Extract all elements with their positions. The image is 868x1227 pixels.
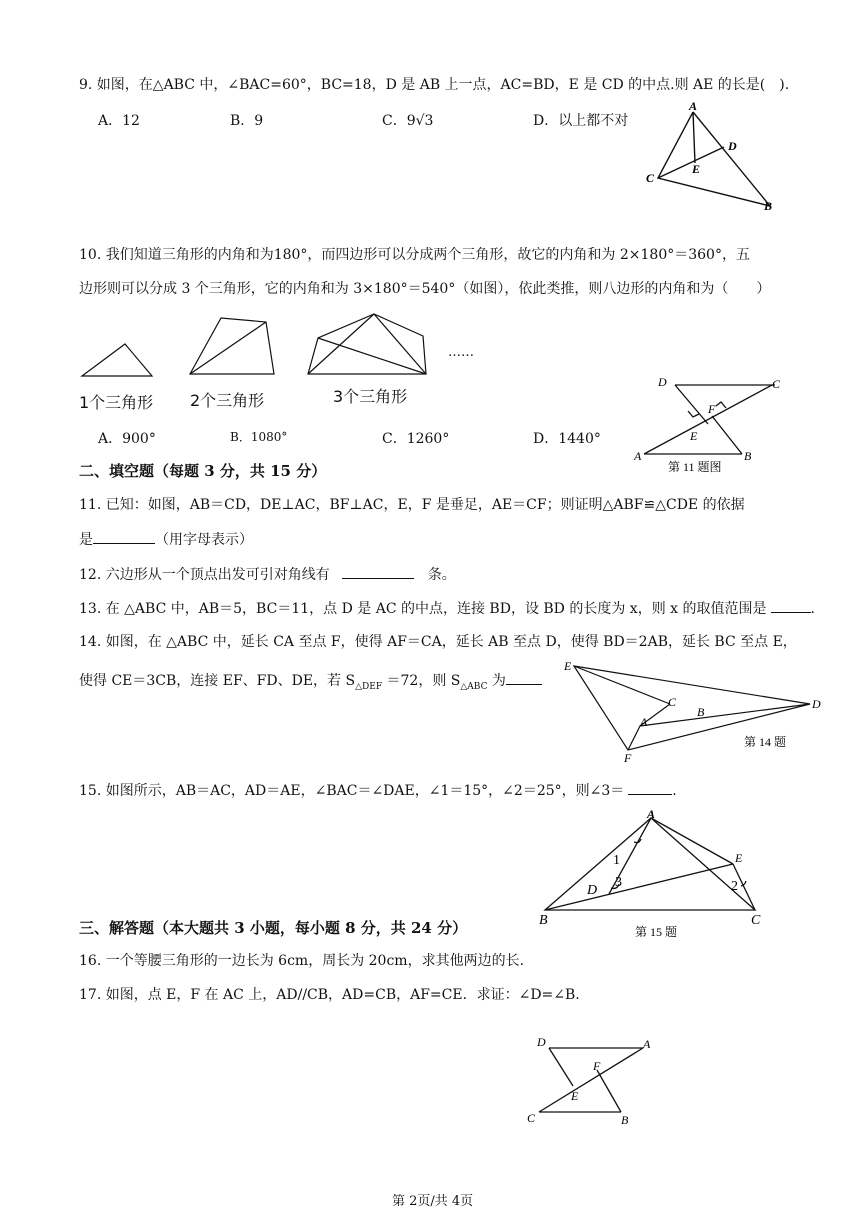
q14-label-b: B [697,705,705,719]
q17-label-b: B [621,1113,629,1127]
q15-figure [535,806,785,942]
section2-heading: 二、填空题（每题 3 分，共 15 分） [79,462,327,480]
q9-text: 9. 如图，在△ABC 中，∠BAC=60°，BC=18，D 是 AB 上一点，AC=BD，E 是 CD 的中点.则 AE 的长是( ). [79,77,790,93]
q10-caption-1: 1个三角形 [79,393,154,412]
q9-option-d: D．以上都不对 [533,113,629,129]
q11-label-a: A [634,449,642,463]
q14-line2 [79,670,542,697]
q17-label-a: A [643,1037,651,1051]
q11-figure-caption: 第 11 题图 [668,460,722,474]
q11-label-c: C [772,377,781,391]
q13-end: . [810,601,815,617]
q17-text: 17. 如图，点 E，F 在 AC 上，AD//CB，AD=CB，AF=CE．求证：∠D=∠B. [79,987,580,1003]
q13-line [79,598,815,619]
section3-heading: 三、解答题（本大题共 3 小题，每小题 8 分，共 24 分） [79,919,468,937]
q14-figure-caption: 第 14 题 [744,735,787,749]
q9-label-b: B [764,199,773,213]
q11-figure [630,370,790,476]
q12-line [79,564,456,585]
q15-text: 15. 如图所示，AB＝AC，AD＝AE，∠BAC＝∠DAE，∠1＝15°，∠2＝25°，则∠3＝ [79,783,625,799]
q14-label-c: C [668,695,677,709]
q10-option-c: C．1260° [382,431,450,447]
q17-label-c: C [527,1111,536,1125]
q11-answer-blank[interactable] [93,529,155,544]
q15-line [79,780,677,801]
q10-caption-2: 2个三角形 [190,391,265,410]
q14-sub-def: △DEF [355,681,383,692]
q14-sub-abc: △ABC [460,681,488,692]
q11-line2-end: （用字母表示） [155,532,253,548]
q17-label-e: E [571,1089,579,1103]
q14-line1: 14. 如图，在 △ABC 中，延长 CA 至点 F，使得 AF＝CA，延长 AB 至点 D，使得 BD＝2AB，延长 BC 至点 E， [79,634,797,650]
q11-line2 [79,529,253,550]
q14-figure [560,656,830,766]
q9-option-c: C．9√3 [382,113,434,129]
q11-label-b: B [744,449,752,463]
q9-option-a: A．12 [98,113,140,129]
q15-figure-caption: 第 15 题 [635,925,678,939]
q16-text: 16. 一个等腰三角形的一边长为 6cm，周长为 20cm，求其他两边的长. [79,953,525,969]
q15-answer-blank[interactable] [628,780,672,795]
q11-line1: 11. 已知：如图，AB＝CD，DE⊥AC，BF⊥AC，E，F 是垂足，AE＝CF；则证明△ABF≌△CDE 的依据 [79,497,745,513]
q15-label-e: E [735,851,743,865]
q9-label-a: A [689,100,698,113]
q11-label-e: E [690,429,698,443]
q10-option-a: A．900° [98,431,156,447]
q15-label-3: 3 [615,875,622,890]
q10-option-d: D．1440° [533,431,601,447]
q9-label-e: E [692,162,701,176]
q11-line2-start: 是 [79,532,93,548]
q15-label-b: B [539,913,548,928]
q9-label-c: C [646,171,655,185]
q14-label-d: D [812,697,821,711]
q12-text: 12. 六边形从一个顶点出发可引对角线有 [79,567,330,583]
q14-label-a: A [640,715,648,729]
q9-triangle-figure [640,100,790,218]
q9-option-b: B．9 [230,113,264,129]
q12-answer-blank[interactable] [342,564,414,579]
q9-label-d: D [728,139,737,153]
q10-polygon-figures [78,310,498,380]
q11-label-f: F [708,402,716,416]
q15-end: . [672,783,677,799]
q11-label-d: D [658,375,667,389]
q14-label-f: F [624,751,632,765]
q13-text: 13. 在 △ABC 中，AB＝5，BC＝11，点 D 是 AC 的中点，连接 BD，设 BD 的长度为 x，则 x 的取值范围是 [79,601,767,617]
q13-answer-blank[interactable] [771,598,811,613]
q10-caption-3: 3个三角形 [333,387,408,406]
q14-text-a: 使得 CE＝3CB，连接 EF、FD、DE，若 S [79,673,356,689]
q15-label-d: D [587,883,598,898]
q14-text-c: 为 [487,673,506,689]
q15-label-c: C [751,913,761,928]
q10-line2: 边形则可以分成 3 个三角形，它的内角和为 3×180°＝540°（如图），依此类推，则八边形的内角和为（ ） [79,281,771,297]
q14-label-e: E [564,659,572,673]
q15-label-a: A [647,807,656,821]
q12-end: 条。 [427,567,456,583]
q10-ellipsis: …… [448,345,474,360]
q10-line1: 10. 我们知道三角形的内角和为180°，而四边形可以分成两个三角形，故它的内角和为 2×180°＝360°，五 [79,247,750,263]
q15-label-1: 1 [613,853,620,868]
q14-text-b: ＝72，则 S [382,673,461,689]
page-footer: 第 2页/共 4页 [392,1194,474,1209]
q15-label-2: 2 [731,879,738,894]
q17-figure [525,1030,665,1130]
q17-label-d: D [537,1035,546,1049]
q14-answer-blank[interactable] [506,670,542,685]
q17-label-f: F [593,1059,601,1073]
q10-option-b: B．1080° [230,430,288,444]
